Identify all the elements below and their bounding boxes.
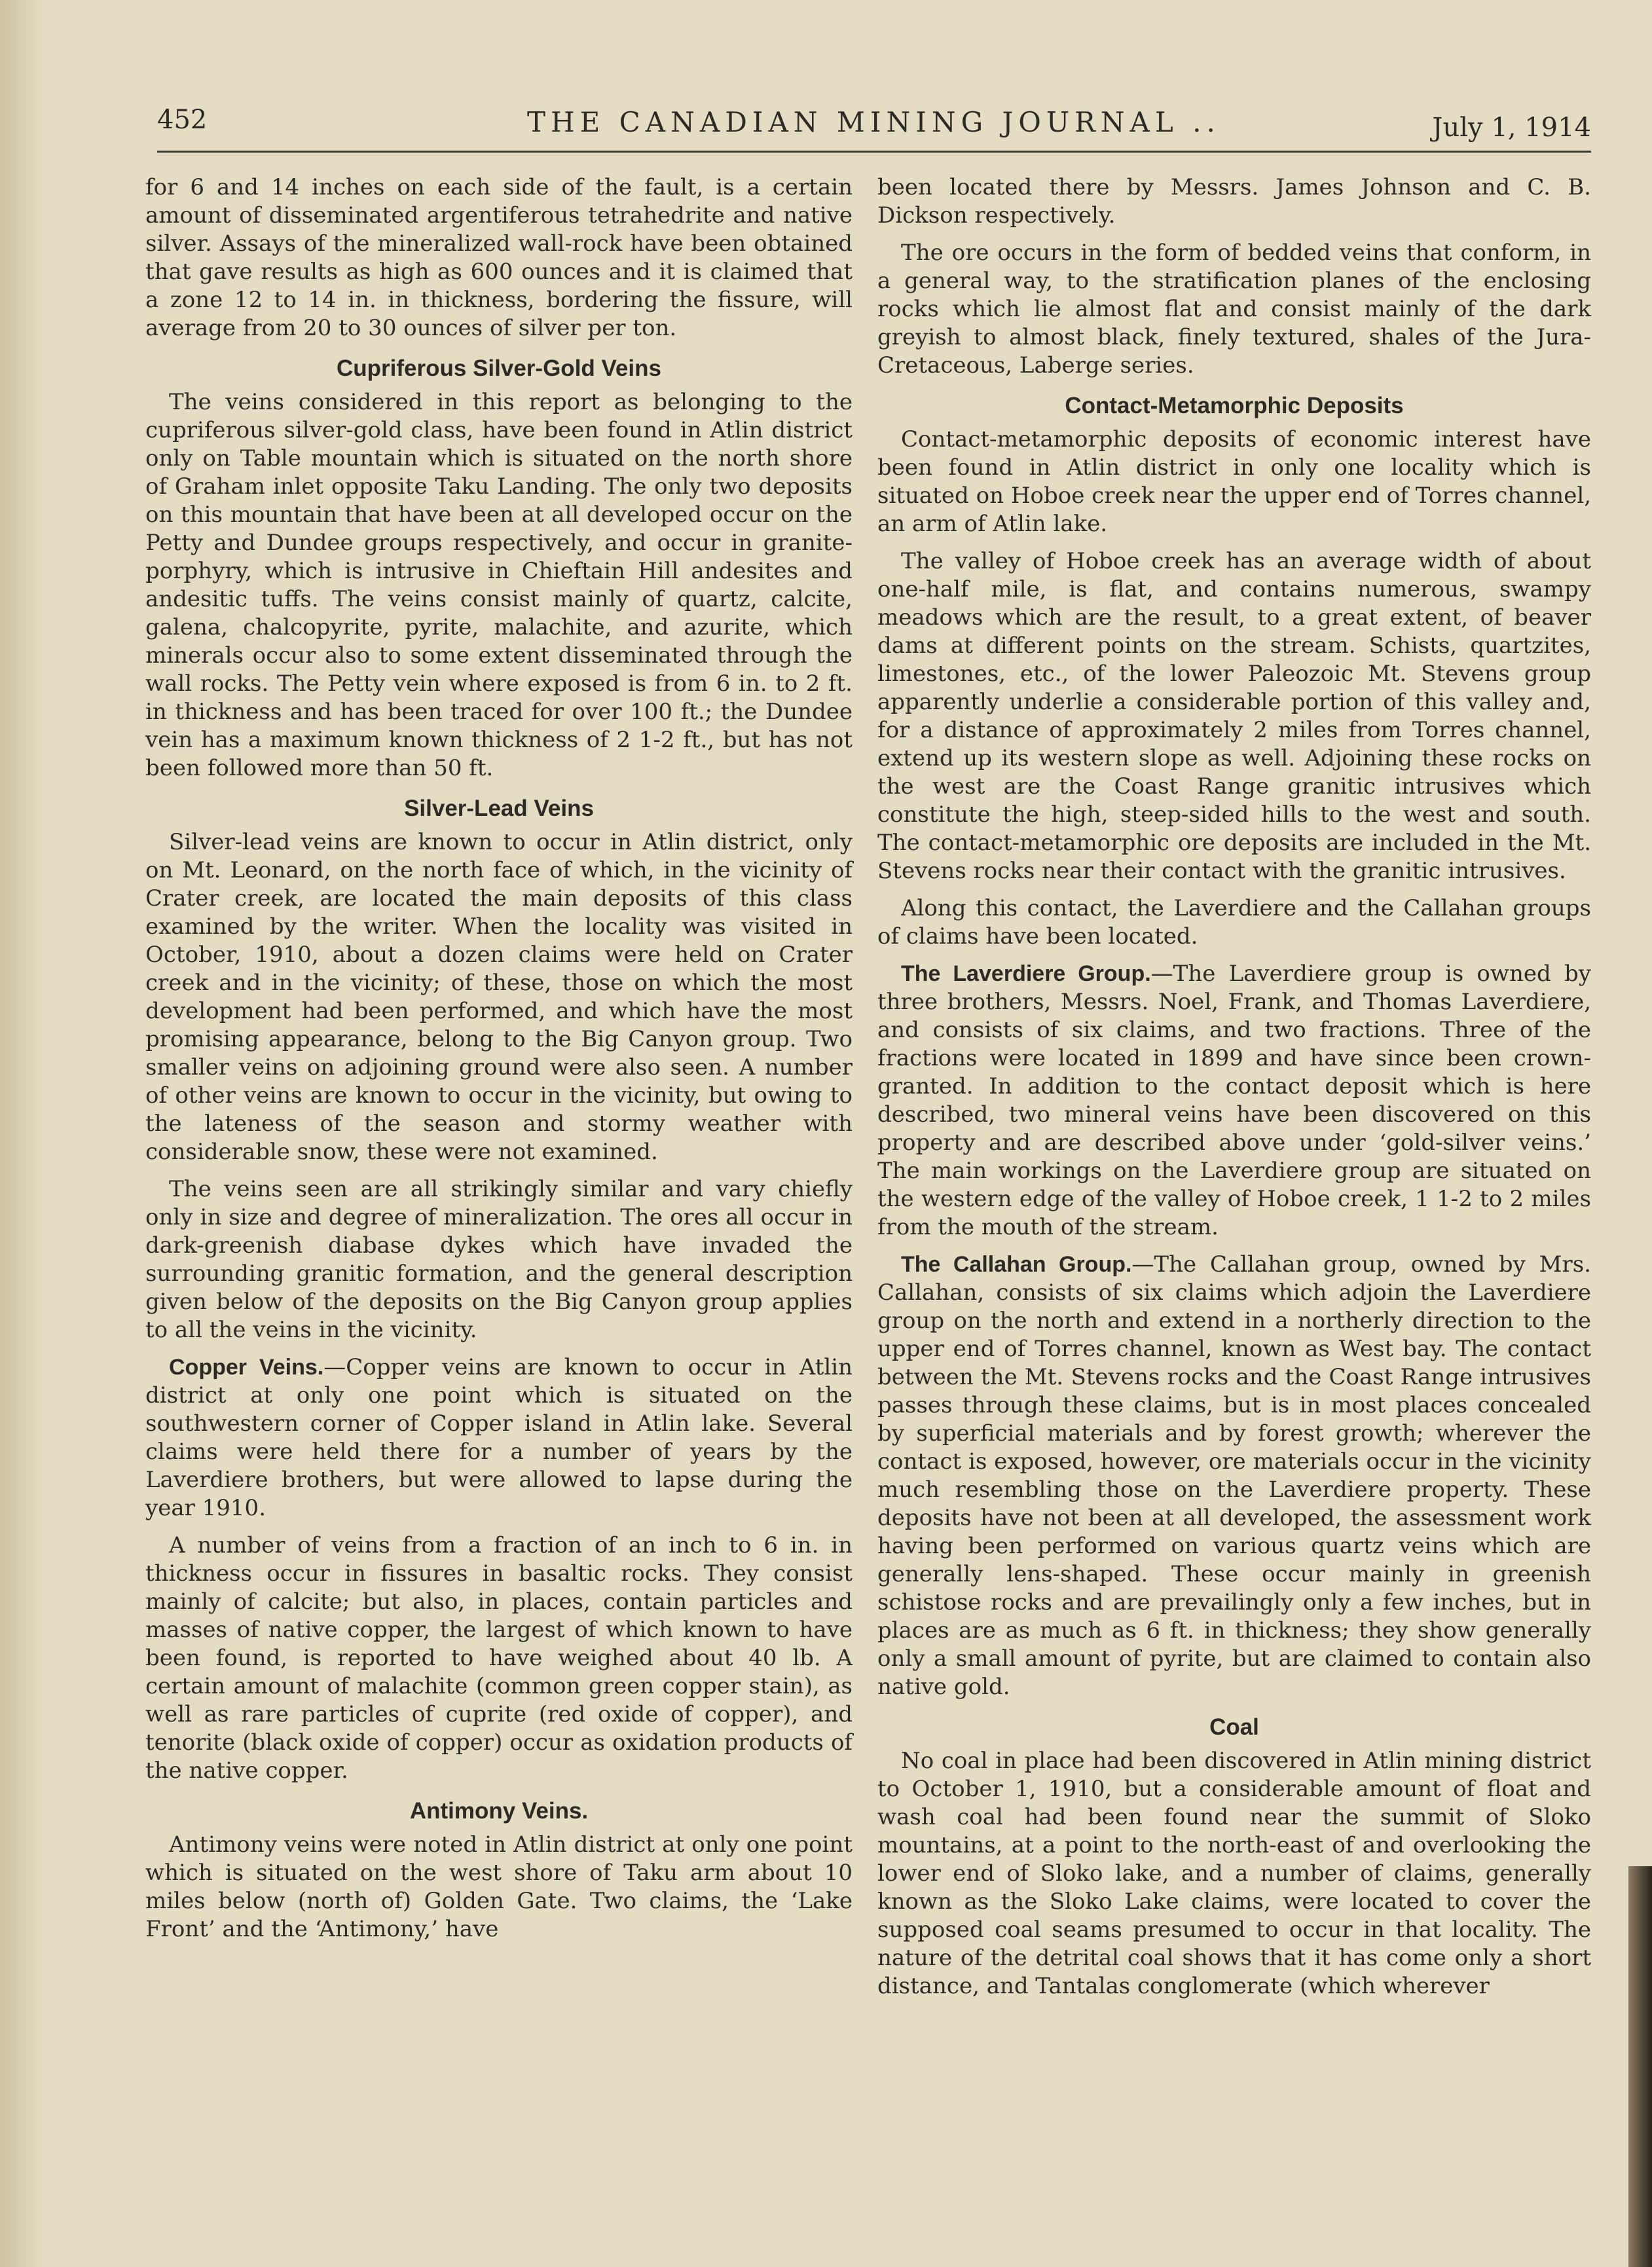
paragraph-copper-veins-2: A number of veins from a fraction of an inch to 6 in. in thickness occur in fissures in basaltic rocks. They consist mainly of calcite; but also, in places, contain particles and masses of native copper, the largest of which known to have been found, is reported to have weighed about 40 lb. A certain amount of malachite (common green copper stain), as well as rare particles of cuprite (red oxide of copper), and tenorite (black oxide of copper) occur as oxidation products of the native copper. (145, 1532, 853, 1784)
paragraph-contact-2: The valley of Hoboe creek has an average width of about one-half mile, is flat, and contains numerous, swampy meadows which are the result, to a great extent, of beaver dams at different points on the stream. Schists, quartzites, limestones, etc., of the lower Paleozoic Mt. Stevens group apparently underlie a considerable portion of this valley and, for a distance of approximately 2 miles from Torres channel, extend up its western slope as well. Adjoining these rocks on the west are the Coast Range granitic intrusives which constitute the high, steep-sided hills to the west and south. The contact-metamorphic ore deposits are included in the Mt. Stevens rocks near their contact with the granitic intrusives. (877, 548, 1591, 884)
heading-antimony-veins: Antimony Veins. (409, 1798, 589, 1824)
page-number: 452 (157, 105, 208, 135)
journal-title: THE CANADIAN MINING JOURNAL .. (527, 106, 1221, 138)
heading-silver-lead-veins: Silver-Lead Veins (404, 796, 594, 821)
paragraph-silver-lead-1: Silver-lead veins are known to occur in Atlin district, only on Mt. Leonard, on the north face of which, in the vicinity of Crater creek, are located the main deposits of this class examined by the writer. When the locality was visited in October, 1910, about a dozen claims were held on Crater creek and in the vicinity; of these, those on which the most development had been performed, and which have the most promising appearance, belong to the Big Canyon group. Two smaller veins on adjoining ground were also seen. A number of other veins are known to occur in the vicinity, but owing to the lateness of the season and stormy weather with considerable snow, these were not examined. (145, 829, 853, 1165)
heading-coal: Coal (1209, 1714, 1259, 1740)
copper-veins-text: —Copper veins are known to occur in Atlin district at only one point which is situated on the southwestern corner of Copper island in Atlin lake. Several claims were held there for a number of years by the Laverdiere brothers, but were allowed to lapse during the year 1910. (145, 1354, 853, 1521)
left-column (145, 174, 853, 1953)
paragraph-cupriferous: The veins considered in this report as belonging to the cupriferous silver-gold class, have been found in Atlin district only on Table mountain which is situated on the north shore of Graham inlet opposite Taku Landing. The only two deposits on this mountain that have been at all developed occur on the Petty and Dundee groups respectively, and occur in granite-porphyry, which is intrusive in Chieftain Hill andesites and andesitic tuffs. The veins consist mainly of quartz, calcite, galena, chalcopyrite, pyrite, malachite, and azurite, which minerals occur also to some extent disseminated through the wall rocks. The Petty vein where exposed is from 6 in. to 2 ft. in thickness and has been traced for over 100 ft.; the Dundee vein has a maximum known thickness of 2 1-2 ft., but has not been followed more than 50 ft. (145, 389, 853, 781)
callahan-text: —The Callahan group, owned by Mrs. Callahan, consists of six claims which adjoin the Laverdiere group on the north and extend in a northerly direction to the upper end of Torres channel, known as West bay. The contact between the Mt. Stevens rocks and the Coast Range intrusives passes through these claims, but is in most places concealed by superficial materials and by forest growth; wherever the contact is exposed, however, ore materials occur in the vicinity much resembling those on the Laverdiere property. These deposits have not been at all developed, the assessment work having been performed on various quartz veins which are generally lens-shaped. These occur mainly in greenish schistose rocks and are prevailingly only a few inches, but in places are as much as 6 ft. in thickness; they show generally only a small amount of pyrite, but are claimed to contain also native gold. (877, 1251, 1591, 1700)
page-edge-shadow (1628, 1866, 1652, 2267)
laverdiere-text: —The Laverdiere group is owned by three brothers, Messrs. Noel, Frank, and Thomas Laverdiere, and consists of six claims, and two fractions. Three of the fractions were located in 1899 and have since been crown-granted. In addition to the contact deposit which is here described, two mineral veins have been discovered on this property and are described above under ‘gold-silver veins.’ The main workings on the Laverdiere group are situated on the western edge of the valley of Hoboe creek, 1 1-2 to 2 miles from the mouth of the stream. (877, 961, 1591, 1240)
paragraph-intro: for 6 and 14 inches on each side of the fault, is a certain amount of disseminated argentiferous tetrahedrite and native silver. Assays of the mineralized wall-rock have been obtained that gave results as high as 600 ounces and it is claimed that a zone 12 to 14 in. in thickness, bordering the fissure, will average from 20 to 30 ounces of silver per ton. (145, 174, 853, 341)
paragraph-coal: No coal in place had been discovered in Atlin mining district to October 1, 1910, but a considerable amount of float and wash coal had been found near the summit of Sloko mountains, at a point to the north-east of and overlooking the lower end of Sloko lake, and a number of claims, generally known as the Sloko Lake claims, were located to cover the supposed coal seams presumed to occur in that locality. The nature of the detrital coal shows that it has come only a short distance, and Tantalas conglomerate (which wherever (877, 1748, 1591, 1999)
heading-cupriferous-veins: Cupriferous Silver-Gold Veins (337, 356, 661, 381)
runin-heading-copper-veins: Copper Veins. (169, 1355, 324, 1380)
paragraph-copper-veins-1 (145, 1354, 853, 1522)
issue-date: July 1, 1914 (1432, 113, 1591, 143)
heading-contact-metamorphic: Contact-Metamorphic Deposits (1065, 393, 1404, 418)
paragraph-ore-occurrence: The ore occurs in the form of bedded veins that conform, in a general way, to the stratification planes of the enclosing rocks which lie almost flat and consist mainly of the dark greyish to almost black, finely textured, shales of the Jura-Cretaceous, Laberge series. (877, 240, 1591, 378)
runin-heading-laverdiere: The Laverdiere Group. (901, 961, 1151, 986)
page-gutter-shadow (0, 0, 46, 2267)
paragraph-laverdiere-group (877, 960, 1591, 1242)
right-column (877, 174, 1591, 2010)
paragraph-silver-lead-2: The veins seen are all strikingly similar and vary chiefly only in size and degree of mineralization. The ores all occur in dark-greenish diabase dykes which have invaded the surrounding granitic formation, and the general description given below of the deposits on the Big Canyon group applies to all the veins in the vicinity. (145, 1176, 853, 1343)
running-header (157, 98, 1591, 153)
paragraph-continuation: been located there by Messrs. James Johnson and C. B. Dickson respectively. (877, 174, 1591, 229)
paragraph-contact-3: Along this contact, the Laverdiere and the Callahan groups of claims have been located. (877, 895, 1591, 949)
runin-heading-callahan: The Callahan Group. (901, 1252, 1132, 1277)
paragraph-contact-1: Contact-metamorphic deposits of economic interest have been found in Atlin district in only one locality which is situated on Hoboe creek near the upper end of Torres channel, an arm of Atlin lake. (877, 426, 1591, 537)
paragraph-antimony: Antimony veins were noted in Atlin district at only one point which is situated on the west shore of Taku arm about 10 miles below (north of) Golden Gate. Two claims, the ‘Lake Front’ and the ‘Antimony,’ have (145, 1832, 853, 1942)
paragraph-callahan-group (877, 1251, 1591, 1701)
